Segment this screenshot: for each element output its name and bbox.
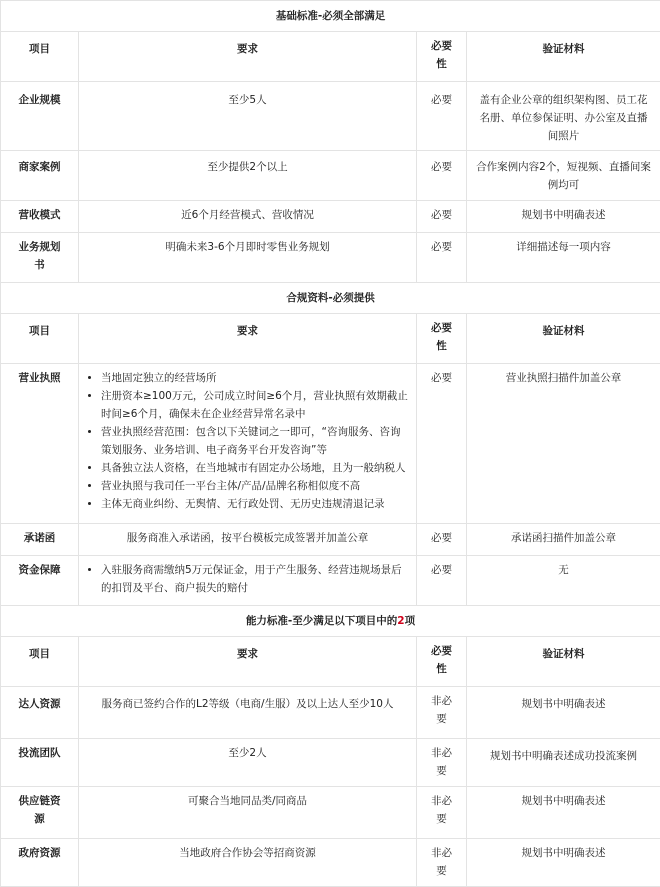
row-name: 投流团队 xyxy=(1,739,79,787)
row-name: 营业执照 xyxy=(1,364,79,524)
table-row xyxy=(1,839,660,887)
row-name: 资金保障 xyxy=(1,556,79,606)
section-title-basic: 基础标准-必须全部满足 xyxy=(1,1,660,32)
header-requirement: 要求 xyxy=(79,314,417,364)
row-requirement: 近6个月经营模式、营收情况 xyxy=(79,201,417,233)
row-name: 达人资源 xyxy=(1,687,79,739)
row-name-b: 源 xyxy=(34,813,45,825)
section-title-post: 项 xyxy=(405,615,416,627)
row-materials: 规划书中明确表述 xyxy=(467,687,660,739)
row-necessity-b: 要 xyxy=(436,713,447,725)
row-requirement: 至少5人 xyxy=(79,82,417,151)
header-necessity-b: 性 xyxy=(436,340,447,352)
row-materials: 规划书中明确表述 xyxy=(467,201,660,233)
row-necessity xyxy=(417,787,467,839)
row-name xyxy=(1,233,79,283)
section-title-row xyxy=(1,283,660,314)
row-necessity xyxy=(417,839,467,887)
header-item: 项目 xyxy=(1,314,79,364)
row-materials: 规划书中明确表述成功投流案例 xyxy=(467,739,660,787)
row-materials: 合作案例内容2个，短视频、直播间案例均可 xyxy=(467,151,660,201)
header-materials: 验证材料 xyxy=(467,637,660,687)
table-row xyxy=(1,687,660,739)
header-necessity-a: 必要 xyxy=(431,40,452,52)
row-necessity: 必要 xyxy=(417,151,467,201)
table-row xyxy=(1,524,660,556)
list-item: • 具备独立法人资格，在当地城市有固定办公场地，且为一般纳税人 xyxy=(101,459,408,477)
row-necessity xyxy=(417,739,467,787)
row-materials: 详细描述每一项内容 xyxy=(467,233,660,283)
header-item: 项目 xyxy=(1,637,79,687)
row-materials: 承诺函扫描件加盖公章 xyxy=(467,524,660,556)
row-necessity-b: 要 xyxy=(436,865,447,877)
row-necessity-a: 非必 xyxy=(431,847,452,859)
list-item: • 当地固定独立的经营场所 xyxy=(101,369,408,387)
row-requirement: 可聚合当地同品类/同商品 xyxy=(79,787,417,839)
row-name: 营收模式 xyxy=(1,201,79,233)
row-materials: 无 xyxy=(467,556,660,606)
header-materials: 验证材料 xyxy=(467,314,660,364)
header-necessity-b: 性 xyxy=(436,58,447,70)
row-necessity-a: 非必 xyxy=(431,795,452,807)
table-row xyxy=(1,151,660,201)
row-necessity-b: 要 xyxy=(436,765,447,777)
row-requirement: 明确未来3-6个月即时零售业务规划 xyxy=(79,233,417,283)
list-item: • 营业执照经营范围：包含以下关键词之一即可，“咨询服务、咨询策划服务、业务培训、电子商务平台开发咨询”等 xyxy=(101,423,408,459)
requirement-list xyxy=(87,561,408,597)
table-row xyxy=(1,82,660,151)
row-necessity-b: 要 xyxy=(436,813,447,825)
row-necessity-a: 非必 xyxy=(431,695,452,707)
table-row xyxy=(1,739,660,787)
row-materials: 营业执照扫描件加盖公章 xyxy=(467,364,660,524)
row-materials: 规划书中明确表述 xyxy=(467,787,660,839)
header-necessity xyxy=(417,314,467,364)
table-row xyxy=(1,233,660,283)
row-requirement: 服务商准入承诺函，按平台模板完成签署并加盖公章 xyxy=(79,524,417,556)
header-row xyxy=(1,32,660,82)
header-requirement: 要求 xyxy=(79,637,417,687)
row-necessity: 必要 xyxy=(417,201,467,233)
row-necessity xyxy=(417,687,467,739)
row-necessity: 必要 xyxy=(417,364,467,524)
requirement-list xyxy=(87,369,408,513)
row-name: 企业规模 xyxy=(1,82,79,151)
row-requirement: 至少提供2个以上 xyxy=(79,151,417,201)
row-necessity: 必要 xyxy=(417,233,467,283)
header-necessity-a: 必要 xyxy=(431,645,452,657)
section-title-capability xyxy=(1,606,660,637)
table-row xyxy=(1,556,660,606)
row-materials: 规划书中明确表述 xyxy=(467,839,660,887)
row-name-b: 书 xyxy=(34,259,45,271)
table-row xyxy=(1,201,660,233)
list-item: • 入驻服务商需缴纳5万元保证金，用于产生服务、经营违规场景后的扣罚及平台、商户损失的赔付 xyxy=(101,561,408,597)
row-necessity: 必要 xyxy=(417,556,467,606)
row-name: 政府资源 xyxy=(1,839,79,887)
row-requirement: 至少2人 xyxy=(79,739,417,787)
section-title-pre: 能力标准-至少满足以下项目中的 xyxy=(246,615,397,627)
row-name: 承诺函 xyxy=(1,524,79,556)
header-necessity xyxy=(417,637,467,687)
row-requirement: 当地政府合作协会等招商资源 xyxy=(79,839,417,887)
header-item: 项目 xyxy=(1,32,79,82)
section-title-count: 2 xyxy=(397,615,404,627)
header-row xyxy=(1,314,660,364)
row-name: 商家案例 xyxy=(1,151,79,201)
section-title-row xyxy=(1,1,660,32)
row-requirement xyxy=(79,364,417,524)
row-requirement xyxy=(79,556,417,606)
row-name-a: 业务规划 xyxy=(19,241,61,253)
row-necessity-a: 非必 xyxy=(431,747,452,759)
header-requirement: 要求 xyxy=(79,32,417,82)
header-necessity-b: 性 xyxy=(436,663,447,675)
header-necessity-a: 必要 xyxy=(431,322,452,334)
row-necessity: 必要 xyxy=(417,82,467,151)
list-item: • 注册资本≥100万元，公司成立时间≥6个月，营业执照有效期截止时间≥6个月，确保未在企业经营异常名录中 xyxy=(101,387,408,423)
list-item: • 营业执照与我司任一平台主体/产品/品牌名称相似度不高 xyxy=(101,477,408,495)
row-name-a: 供应链资 xyxy=(19,795,61,807)
row-requirement: 服务商已签约合作的L2等级（电商/生服）及以上达人至少10人 xyxy=(79,687,417,739)
row-materials: 盖有企业公章的组织架构图、员工花名册、单位参保证明、办公室及直播间照片 xyxy=(467,82,660,151)
section-title-compliance: 合规资料-必须提供 xyxy=(1,283,660,314)
table-row xyxy=(1,787,660,839)
section-title-row xyxy=(1,606,660,637)
list-item: • 主体无商业纠纷、无舆情、无行政处罚、无历史违规清退记录 xyxy=(101,495,408,513)
table-row xyxy=(1,364,660,524)
row-necessity: 必要 xyxy=(417,524,467,556)
header-materials: 验证材料 xyxy=(467,32,660,82)
row-name xyxy=(1,787,79,839)
header-necessity xyxy=(417,32,467,82)
header-row xyxy=(1,637,660,687)
